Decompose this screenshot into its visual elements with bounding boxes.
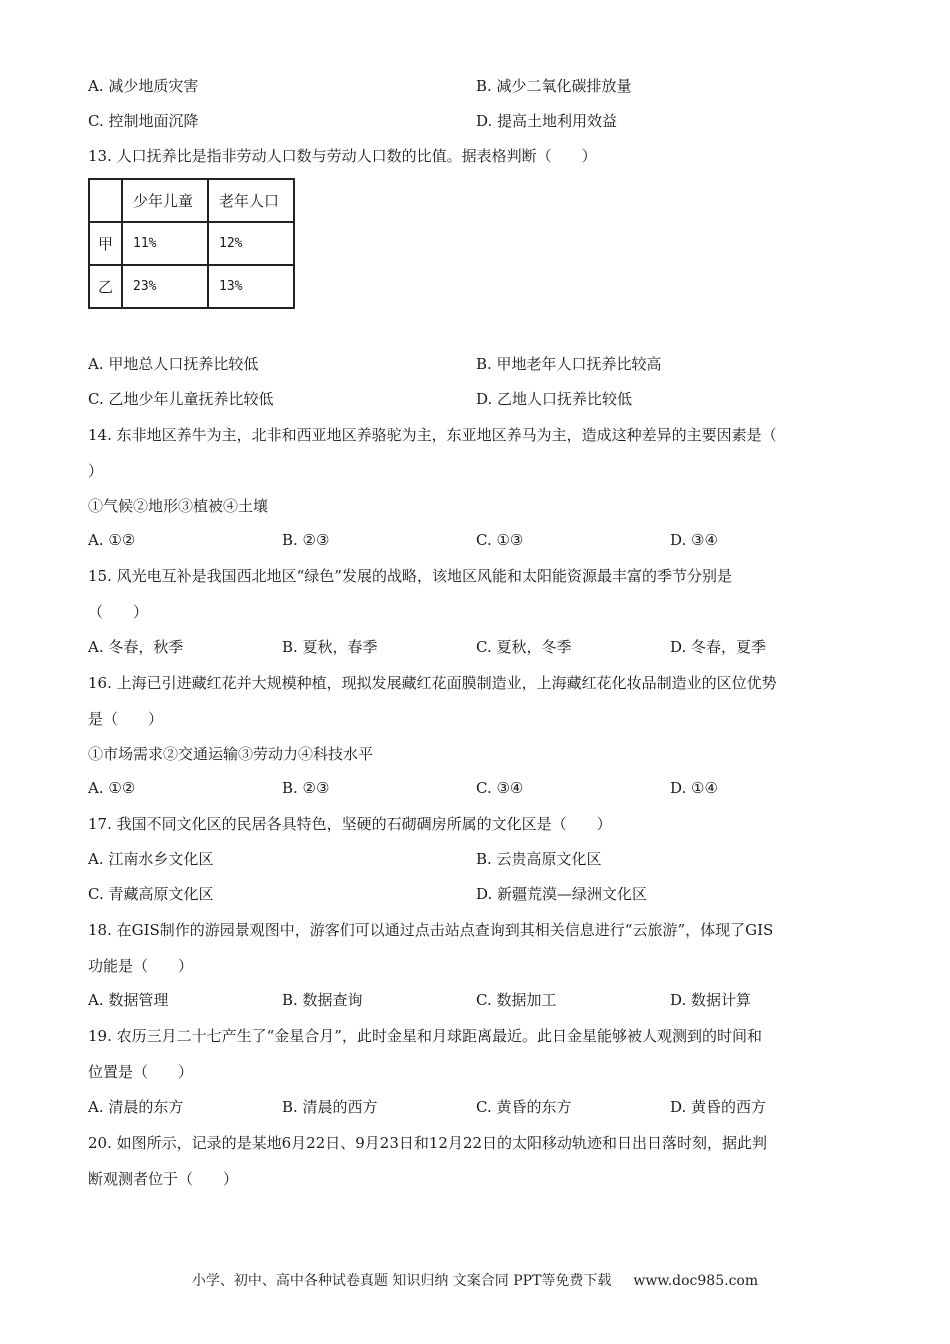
q12-option-a: A. 减少地质灾害: [88, 77, 199, 95]
q16-stem-line2: 是（ ）: [88, 710, 164, 728]
table-cell-elderly: 13%: [208, 265, 294, 308]
q15-stem-line2: （ ）: [88, 603, 149, 621]
footer-site-link[interactable]: www.doc985.com: [633, 1273, 759, 1289]
q17-option-b: B. 云贵高原文化区: [476, 850, 602, 868]
q19-option-c: C. 黄昏的东方: [476, 1098, 572, 1116]
q12-option-d: D. 提高土地利用效益: [476, 112, 618, 130]
q12-option-b: B. 减少二氧化碳排放量: [476, 77, 632, 95]
q19-option-d: D. 黄昏的西方: [670, 1098, 767, 1116]
q16-stem-line1: 16. 上海已引进藏红花并大规模种植，现拟发展藏红花面膜制造业，上海藏红花化妆品制造业的区位优势: [88, 674, 777, 692]
q19-option-b: B. 清晨的西方: [282, 1098, 378, 1116]
q13-option-d: D. 乙地人口抚养比较低: [476, 390, 633, 408]
table-row-label: 甲: [89, 222, 122, 265]
table-header-row: [89, 179, 294, 222]
q14-option-c: C. ①③: [476, 531, 524, 549]
table-row: [89, 222, 294, 265]
q13-option-b: B. 甲地老年人口抚养比较高: [476, 355, 662, 373]
q18-option-a: A. 数据管理: [88, 991, 169, 1009]
table-header-elderly: 老年人口: [208, 179, 294, 222]
q16-factors: ①市场需求②交通运输③劳动力④科技水平: [88, 745, 374, 763]
page-footer: [0, 1270, 950, 1290]
q14-stem-line1: 14. 东非地区养牛为主，北非和西亚地区养骆驼为主，东亚地区养马为主，造成这种差异的主要因素是（: [88, 426, 777, 444]
table-cell-children: 23%: [122, 265, 208, 308]
table-header-corner: [89, 179, 122, 222]
q16-option-d: D. ①④: [670, 779, 718, 797]
q13-option-a: A. 甲地总人口抚养比较低: [88, 355, 259, 373]
q17-option-d: D. 新疆荒漠—绿洲文化区: [476, 885, 648, 903]
q14-option-a: A. ①②: [88, 531, 136, 549]
q14-stem-line2: ）: [88, 462, 104, 480]
q12-option-c: C. 控制地面沉降: [88, 112, 199, 130]
q15-option-a: A. 冬春，秋季: [88, 638, 184, 656]
q13-option-c: C. 乙地少年儿童抚养比较低: [88, 390, 274, 408]
q14-option-b: B. ②③: [282, 531, 330, 549]
q17-option-a: A. 江南水乡文化区: [88, 850, 214, 868]
q19-option-a: A. 清晨的东方: [88, 1098, 184, 1116]
table-cell-children: 11%: [122, 222, 208, 265]
footer-text: 小学、初中、高中各种试卷真题 知识归纳 文案合同 PPT等免费下载: [191, 1273, 612, 1289]
q18-stem-line2: 功能是（ ）: [88, 957, 194, 975]
q18-option-b: B. 数据查询: [282, 991, 363, 1009]
q20-stem-line2: 断观测者位于（ ）: [88, 1170, 239, 1188]
q18-option-c: C. 数据加工: [476, 991, 557, 1009]
table-row-label: 乙: [89, 265, 122, 308]
q19-stem-line2: 位置是（ ）: [88, 1063, 194, 1081]
q13-stem: 13. 人口抚养比是指非劳动人口数与劳动人口数的比值。据表格判断（ ）: [88, 147, 597, 165]
q18-option-d: D. 数据计算: [670, 991, 752, 1009]
q14-factors: ①气候②地形③植被④土壤: [88, 497, 269, 515]
q20-stem-line1: 20. 如图所示，记录的是某地6月22日、9月23日和12月22日的太阳移动轨迹和日出日落时刻，据此判: [88, 1134, 768, 1152]
q18-stem-line1: 18. 在GIS制作的游园景观图中，游客们可以通过点击站点查询到其相关信息进行“云旅游”，体现了GIS: [88, 921, 774, 939]
q16-option-a: A. ①②: [88, 779, 136, 797]
q16-option-b: B. ②③: [282, 779, 330, 797]
q14-option-d: D. ③④: [670, 531, 718, 549]
q17-option-c: C. 青藏高原文化区: [88, 885, 214, 903]
table-row: [89, 265, 294, 308]
q13-table: [88, 178, 295, 309]
q15-option-b: B. 夏秋，春季: [282, 638, 378, 656]
table-header-children: 少年儿童: [122, 179, 208, 222]
table-cell-elderly: 12%: [208, 222, 294, 265]
q19-stem-line1: 19. 农历三月二十七产生了“金星合月”，此时金星和月球距离最近。此日金星能够被人观测到的时间和: [88, 1027, 762, 1045]
q17-stem: 17. 我国不同文化区的民居各具特色，坚硬的石砌碉房所属的文化区是（ ）: [88, 815, 612, 833]
q15-option-c: C. 夏秋，冬季: [476, 638, 572, 656]
q15-stem-line1: 15. 风光电互补是我国西北地区“绿色”发展的战略，该地区风能和太阳能资源最丰富的季节分别是: [88, 567, 732, 585]
q16-option-c: C. ③④: [476, 779, 524, 797]
q15-option-d: D. 冬春，夏季: [670, 638, 767, 656]
